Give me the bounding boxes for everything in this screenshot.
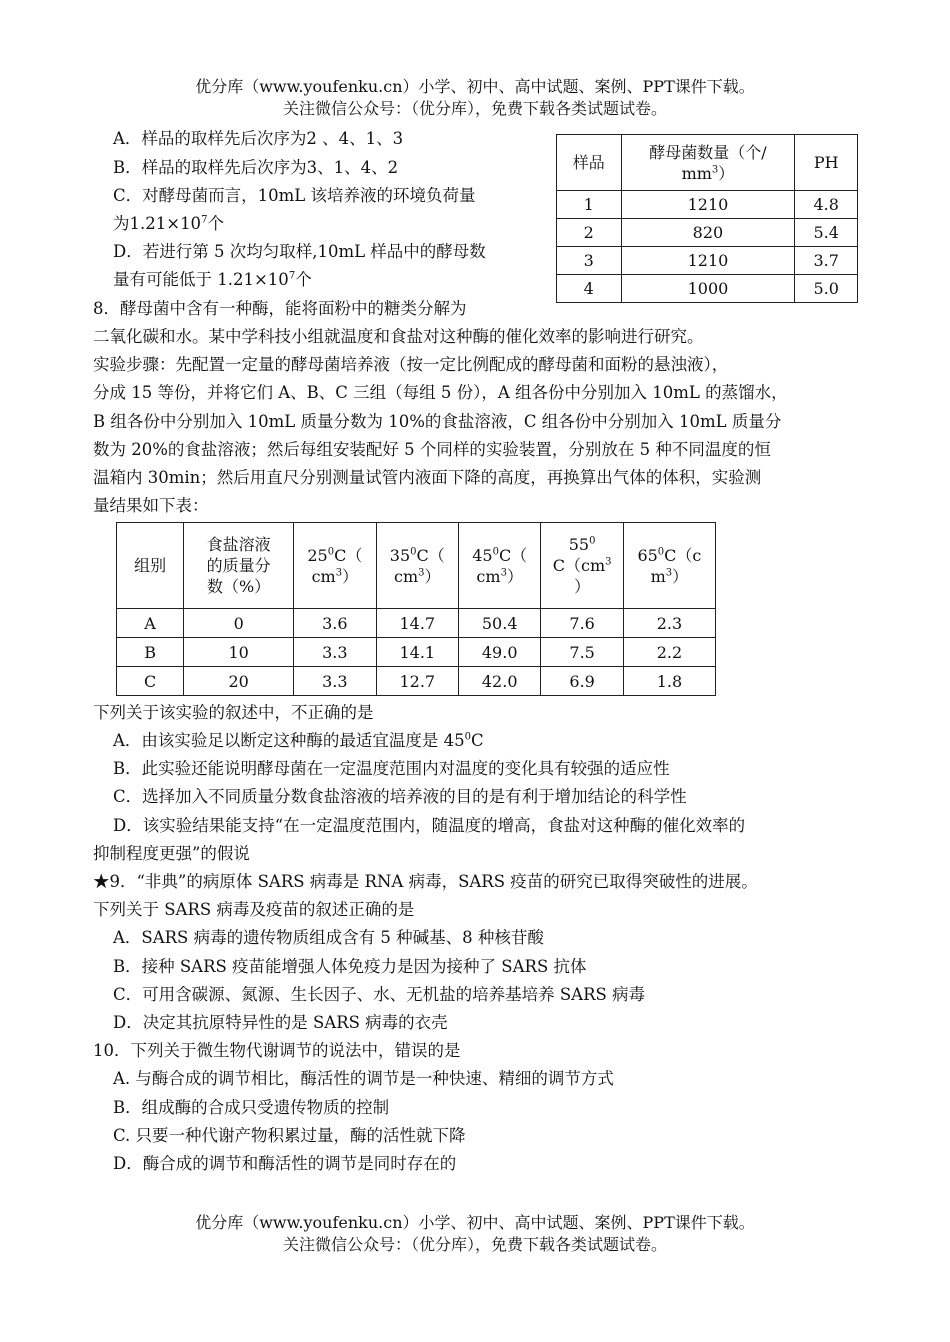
q10-option-a: A. 与酶合成的调节相比，酶活性的调节是一种快速、精细的调节方式: [113, 1069, 614, 1088]
q7-option-c-line2: 为$1.21\times 10^7$个: [113, 214, 224, 233]
cell-salt: 10: [184, 638, 294, 667]
table-row: [557, 219, 858, 247]
q8-option-d-line2: 抑制程度更强”的假说: [93, 844, 250, 863]
cell-t35: 14.1: [376, 638, 458, 667]
table-row: [117, 638, 716, 667]
cell-salt: 0: [184, 609, 294, 638]
q8-question: 下列关于该实验的叙述中，不正确的是: [93, 703, 374, 722]
th-group: 组别: [117, 523, 184, 609]
th-temp-65: $65^0C(c$ $m^3$）: [623, 523, 715, 609]
header-line-1: 优分库（www.youfenku.cn）小学、初中、高中试题、案例、PPT课件下载。: [195, 77, 755, 96]
th-temp-35: $35^0C$（ $cm^3$）: [376, 523, 458, 609]
cell-count: 820: [621, 219, 795, 247]
cell-count: 1210: [621, 247, 795, 275]
cell-t55: 7.6: [541, 609, 623, 638]
q8-stem-line1: 8．酵母菌中含有一种酶，能将面粉中的糖类分解为: [93, 299, 467, 318]
cell-group: A: [117, 609, 184, 638]
th-temp-25: $25^0C$（ $cm^3$）: [294, 523, 376, 609]
cell-t65: 2.3: [623, 609, 715, 638]
cell-sample: 3: [557, 247, 622, 275]
q8-option-a: A．由该实验足以断定这种酶的最适宜温度是 $45^0C$: [113, 731, 484, 750]
header-line-2: 关注微信公众号：（优分库），免费下载各类试题试卷。: [282, 99, 667, 118]
q10-option-c: C. 只要一种代谢产物积累过量，酶的活性就下降: [113, 1126, 466, 1145]
q8-option-d-line1: D．该实验结果能支持“在一定温度范围内，随温度的增高，食盐对这种酶的催化效率的: [113, 816, 746, 835]
th-temp-55: $55^0$ $C(cm^3$ ）: [541, 523, 623, 609]
cell-t45: 49.0: [458, 638, 540, 667]
cell-ph: 3.7: [795, 247, 858, 275]
page-header: [0, 76, 950, 120]
q8-stem-line3: 实验步骤：先配置一定量的酵母菌培养液（按一定比例配成的酵母菌和面粉的悬浊液），: [93, 355, 729, 374]
q9-stem-line1: ★9．“非典”的病原体 SARS 病毒是 RNA 病毒，SARS 疫苗的研究已取得突破性的进展。: [93, 872, 758, 891]
q9-option-a: A．SARS 病毒的遗传物质组成含有 5 种碱基、8 种核苷酸: [113, 928, 544, 947]
th-temp-45: $45^0C$（ $cm^3$）: [458, 523, 540, 609]
table-row: [557, 247, 858, 275]
cell-t35: 14.7: [376, 609, 458, 638]
th-ph: PH: [795, 135, 858, 191]
cell-t45: 42.0: [458, 667, 540, 696]
cell-group: B: [117, 638, 184, 667]
cell-t35: 12.7: [376, 667, 458, 696]
cell-salt: 20: [184, 667, 294, 696]
q8-stem-line6: 数为 20%的食盐溶液；然后每组安装配好 5 个同样的实验装置，分别放在 5 种不同温度的恒: [93, 440, 771, 459]
enzyme-experiment-table: [116, 522, 716, 696]
q9-stem-line2: 下列关于 SARS 病毒及疫苗的叙述正确的是: [93, 900, 415, 919]
q7-option-d-line1: D．若进行第 5 次均匀取样,10mL 样品中的酵母数: [113, 242, 486, 261]
q10-option-b: B．组成酶的合成只受遗传物质的控制: [113, 1098, 390, 1117]
cell-sample: 2: [557, 219, 622, 247]
cell-ph: 5.0: [795, 275, 858, 303]
cell-count: 1210: [621, 191, 795, 219]
q8-stem-line8: 量结果如下表：: [93, 496, 209, 515]
q10-stem: 10．下列关于微生物代谢调节的说法中，错误的是: [93, 1041, 461, 1060]
q8-stem-line4: 分成 15 等份，并将它们 A、B、C 三组（每组 5 份），A 组各份中分别加入 10mL 的蒸馏水，: [93, 383, 788, 402]
q8-stem-line2: 二氧化碳和水。某中学科技小组就温度和食盐对这种酶的催化效率的影响进行研究。: [93, 327, 704, 346]
q8-option-c: C．选择加入不同质量分数食盐溶液的培养液的目的是有利于增加结论的科学性: [113, 787, 687, 806]
footer-line-1: 优分库（www.youfenku.cn）小学、初中、高中试题、案例、PPT课件下载。: [195, 1213, 755, 1232]
q9-option-d: D．决定其抗原特异性的是 SARS 病毒的衣壳: [113, 1013, 448, 1032]
q7-option-a: A．样品的取样先后次序为2 、4、1、3: [113, 129, 404, 148]
cell-sample: 4: [557, 275, 622, 303]
cell-ph: 5.4: [795, 219, 858, 247]
yeast-sample-table: [556, 134, 858, 303]
table-row: [117, 667, 716, 696]
table-row: [117, 609, 716, 638]
table-row: [557, 191, 858, 219]
cell-t55: 7.5: [541, 638, 623, 667]
cell-sample: 1: [557, 191, 622, 219]
cell-count: 1000: [621, 275, 795, 303]
page-footer: [0, 1212, 950, 1256]
cell-t25: 3.3: [294, 667, 376, 696]
cell-t25: 3.3: [294, 638, 376, 667]
cell-t25: 3.6: [294, 609, 376, 638]
table-row: [557, 275, 858, 303]
q8-stem-line5: B 组各份中分别加入 10mL 质量分数为 10%的食盐溶液，C 组各份中分别加入 10mL 质量分: [93, 412, 782, 431]
q7-option-b: B．样品的取样先后次序为3、1、4、2: [113, 158, 399, 177]
q8-option-b: B．此实验还能说明酵母菌在一定温度范围内对温度的变化具有较强的适应性: [113, 759, 670, 778]
q7-option-d-line2: 量有可能低于 $1.21\times 10^7$个: [113, 270, 312, 289]
q9-option-c: C．可用含碳源、氮源、生长因子、水、无机盐的培养基培养 SARS 病毒: [113, 985, 646, 1004]
cell-t55: 6.9: [541, 667, 623, 696]
cell-t45: 50.4: [458, 609, 540, 638]
cell-ph: 4.8: [795, 191, 858, 219]
th-salt-concentration: 食盐溶液 的质量分 数（%）: [184, 523, 294, 609]
footer-line-2: 关注微信公众号：（优分库），免费下载各类试题试卷。: [282, 1235, 667, 1254]
th-yeast-count: 酵母菌数量（个/ $mm^3$）: [621, 135, 795, 191]
q9-option-b: B．接种 SARS 疫苗能增强人体免疫力是因为接种了 SARS 抗体: [113, 957, 587, 976]
cell-t65: 1.8: [623, 667, 715, 696]
q7-option-c-line1: C．对酵母菌而言，10mL 该培养液的环境负荷量: [113, 186, 476, 205]
th-sample: 样品: [557, 135, 622, 191]
cell-group: C: [117, 667, 184, 696]
q10-option-d: D．酶合成的调节和酶活性的调节是同时存在的: [113, 1154, 457, 1173]
q8-stem-line7: 温箱内 30min；然后用直尺分别测量试管内液面下降的高度，再换算出气体的体积，实验测: [93, 468, 762, 487]
cell-t65: 2.2: [623, 638, 715, 667]
